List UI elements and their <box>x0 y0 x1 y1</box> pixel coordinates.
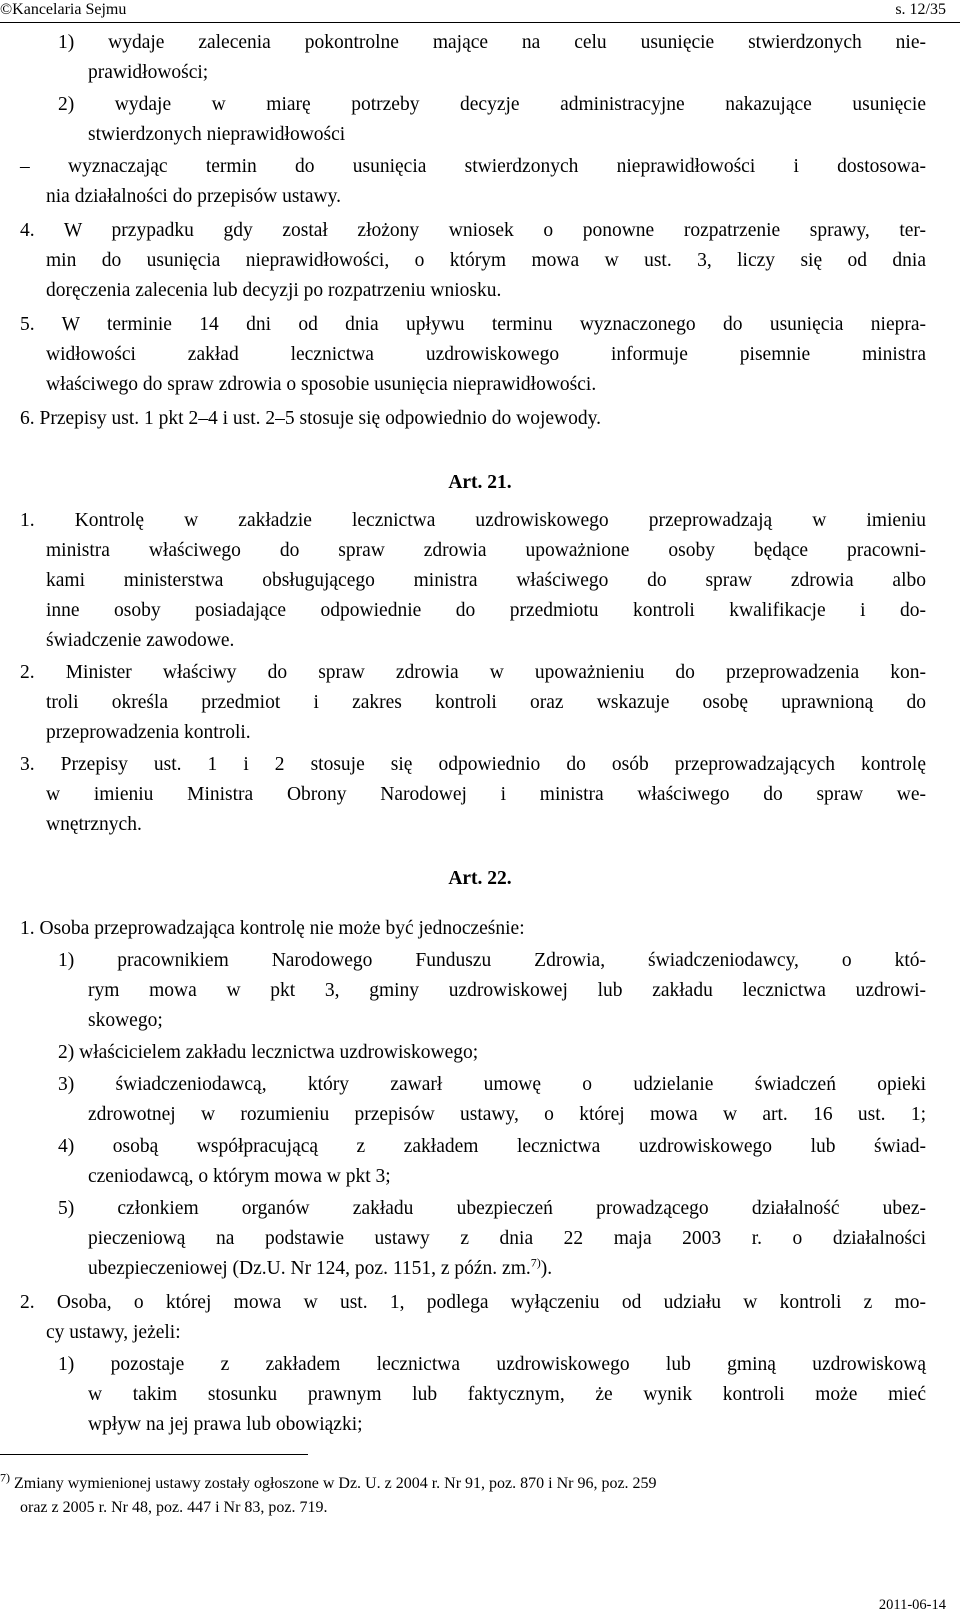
page-number: s. 12/35 <box>895 1 946 18</box>
text-line: w takim stosunku prawnym lub faktycznym, że wynik kontroli może mieć <box>88 1384 926 1405</box>
text-segment: ). <box>540 1258 553 1279</box>
text-line-footnote-ref <box>88 1256 552 1282</box>
text-line: 5. W terminie 14 dni od dnia upływu terminu wyznaczonego do usunięcia niepra- <box>20 314 926 335</box>
text-line: właściwego do spraw zdrowia o sposobie usunięcia nieprawidłowości. <box>46 374 597 395</box>
text-line: ministra właściwego do spraw zdrowia upoważnione osoby będące pracowni- <box>46 540 926 561</box>
text-line: nia działalności do przepisów ustawy. <box>46 186 341 207</box>
text-line: przeprowadzenia kontroli. <box>46 722 251 743</box>
text-line: 3. Przepisy ust. 1 i 2 stosuje się odpowiednio do osób przeprowadzających kontrolę <box>20 754 926 775</box>
text-line: wnętrznych. <box>46 814 142 835</box>
text-line: skowego; <box>88 1010 163 1031</box>
footnote-reference[interactable]: 7) <box>530 1255 541 1270</box>
text-line: 3) świadczeniodawcą, który zawarł umowę o udzielanie świadczeń opieki <box>58 1074 926 1095</box>
text-line: 4) osobą współpracującą z zakładem lecznictwa uzdrowiskowego lub świad- <box>58 1136 926 1157</box>
publication-date: 2011-06-14 <box>878 1597 946 1613</box>
article-21-heading: Art. 21. <box>448 472 512 493</box>
text-line: czeniodawcą, o którym mowa w pkt 3; <box>88 1166 391 1187</box>
text-line: 2) wydaje w miarę potrzeby decyzje administracyjne nakazujące usunięcie <box>58 94 926 115</box>
text-line: świadczenie zawodowe. <box>46 630 235 651</box>
text-line: 6. Przepisy ust. 1 pkt 2–4 i ust. 2–5 stosuje się odpowiednio do wojewody. <box>20 408 602 429</box>
text-line: kami ministerstwa obsługującego ministra właściwego do spraw zdrowia albo <box>46 570 926 591</box>
footnote-line-2: oraz z 2005 r. Nr 48, poz. 447 i Nr 83, poz. 719. <box>20 1499 328 1516</box>
text-line: 4. W przypadku gdy został złożony wniosek o ponowne rozpatrzenie sprawy, ter- <box>20 220 926 241</box>
text-line: wpływ na jej prawa lub obowiązki; <box>88 1414 363 1435</box>
text-line: troli określa przedmiot i zakres kontroli oraz wskazuje osobę uprawnioną do <box>46 692 926 713</box>
text-line: 5) członkiem organów zakładu ubezpieczeń prowadzącego działalność ubez- <box>58 1198 926 1219</box>
text-line: – wyznaczając termin do usunięcia stwierdzonych nieprawidłowości i dostosowa- <box>20 156 926 177</box>
text-line: doręczenia zalecenia lub decyzji po rozpatrzeniu wniosku. <box>46 280 502 301</box>
text-line: pieczeniową na podstawie ustawy z dnia 22 maja 2003 r. o działalności <box>88 1228 926 1249</box>
text-line: stwierdzonych nieprawidłowości <box>88 124 346 145</box>
footnote-text: Zmiany wymienionej ustawy zostały ogłoszone w Dz. U. z 2004 r. Nr 91, poz. 870 i Nr 96, poz. 259 <box>14 1475 657 1492</box>
text-line: zdrowotnej w rozumieniu przepisów ustawy, o której mowa w art. 16 ust. 1; <box>88 1104 926 1125</box>
footnote-separator <box>0 1454 308 1455</box>
text-line: 1. Kontrolę w zakładzie lecznictwa uzdrowiskowego przeprowadzają w imieniu <box>20 510 926 531</box>
footnote-mark: 7) <box>0 1470 10 1485</box>
text-line: 2) właścicielem zakładu lecznictwa uzdrowiskowego; <box>58 1042 479 1063</box>
footnote-line-1 <box>0 1470 657 1494</box>
text-line: 2. Osoba, o której mowa w ust. 1, podlega wyłączeniu od udziału w kontroli z mo- <box>20 1292 926 1313</box>
text-line: 1) wydaje zalecenia pokontrolne mające na celu usunięcie stwierdzonych nie- <box>58 32 926 53</box>
header-rule <box>0 22 960 23</box>
text-line: 1) pracownikiem Narodowego Funduszu Zdrowia, świadczeniodawcy, o któ- <box>58 950 926 971</box>
text-line: rym mowa w pkt 3, gminy uzdrowiskowej lub zakładu lecznictwa uzdrowi- <box>88 980 926 1001</box>
article-22-heading: Art. 22. <box>448 868 512 889</box>
text-line: 1) pozostaje z zakładem lecznictwa uzdrowiskowego lub gminą uzdrowiskową <box>58 1354 926 1375</box>
text-line: min do usunięcia nieprawidłowości, o którym mowa w ust. 3, liczy się od dnia <box>46 250 926 271</box>
text-line: 2. Minister właściwy do spraw zdrowia w upoważnieniu do przeprowadzenia kon- <box>20 662 926 683</box>
text-line: w imieniu Ministra Obrony Narodowej i ministra właściwego do spraw we- <box>46 784 926 805</box>
text-line: inne osoby posiadające odpowiednie do przedmiotu kontroli kwalifikacje i do- <box>46 600 926 621</box>
text-line: prawidłowości; <box>88 62 209 83</box>
text-line: 1. Osoba przeprowadzająca kontrolę nie może być jednocześnie: <box>20 918 525 939</box>
source-label: ©Kancelaria Sejmu <box>0 1 127 18</box>
text-line: cy ustawy, jeżeli: <box>46 1322 181 1343</box>
text-segment: ubezpieczeniowej (Dz.U. Nr 124, poz. 1151, z późn. zm. <box>88 1258 531 1279</box>
text-line: widłowości zakład lecznictwa uzdrowiskowego informuje pisemnie ministra <box>46 344 926 365</box>
